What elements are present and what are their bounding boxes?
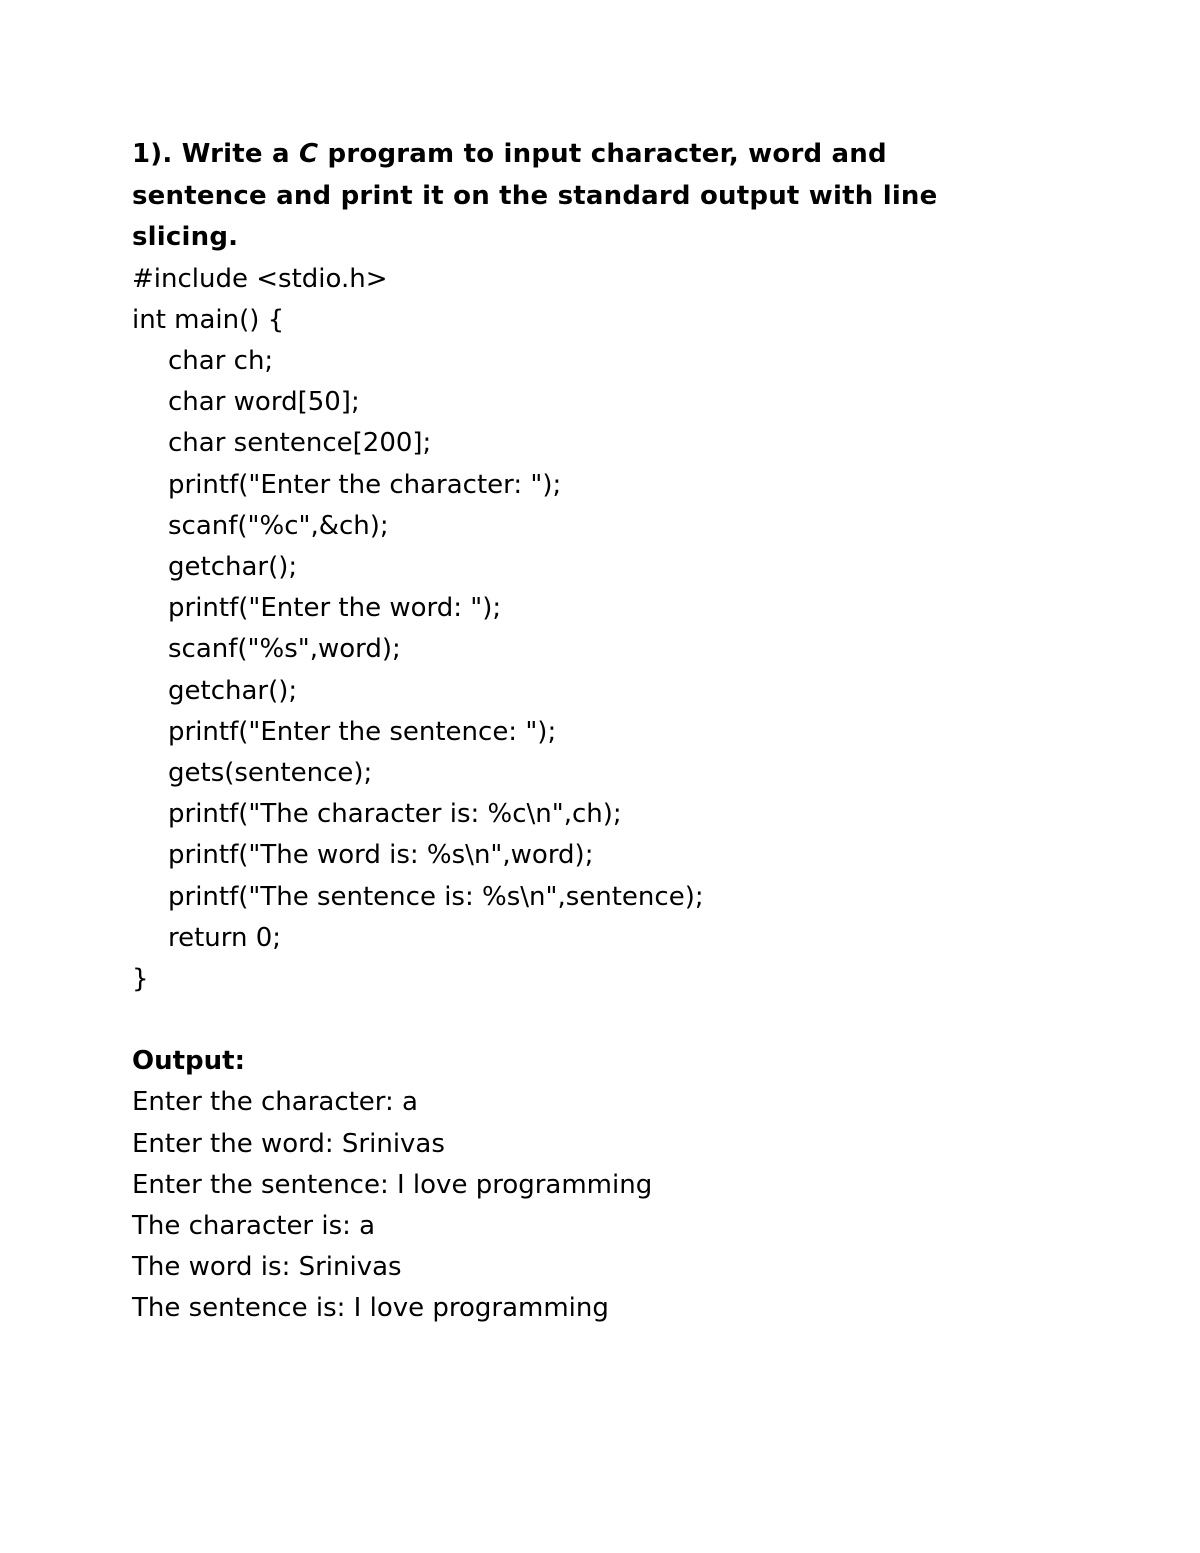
question-language: C [299,139,319,169]
output-line: The word is: Srinivas [132,1252,402,1283]
question-line2: sentence and print it on the standard output with line [132,180,938,211]
code-line: char ch; [168,345,274,376]
document-content [132,134,1032,1330]
code-line: printf("Enter the character: "); [168,469,562,500]
code-line: printf("The character is: %c\n",ch); [168,799,622,830]
output-line: The character is: a [132,1210,376,1241]
code-line: int main() { [132,304,285,335]
question-line1-rest: program to input character, word and [327,139,887,169]
code-block [132,259,1032,1001]
code-line: getchar(); [168,551,298,582]
question-text-start: Write a [181,139,290,169]
code-line: gets(sentence); [168,757,373,788]
code-line: } [132,963,149,994]
output-line: Enter the word: Srinivas [132,1128,445,1159]
output-block [132,1041,1032,1329]
code-line: return 0; [168,922,282,953]
output-line: The sentence is: I love programming [132,1293,609,1324]
code-line: scanf("%c",&ch); [168,510,389,541]
code-line: #include <stdio.h> [132,263,388,294]
output-heading: Output: [132,1046,245,1077]
question-number: 1). [132,139,173,169]
question-line3: slicing. [132,222,239,252]
code-line: getchar(); [168,675,298,706]
code-line: printf("Enter the word: "); [168,593,502,624]
code-line: printf("The word is: %s\n",word); [168,840,594,871]
output-line: Enter the sentence: I love programming [132,1169,653,1200]
code-line: char word[50]; [168,387,360,418]
code-line: printf("Enter the sentence: "); [168,716,557,747]
question-heading [132,134,1032,259]
code-line: char sentence[200]; [168,428,432,459]
section-spacer [132,1000,1032,1041]
code-line: scanf("%s",word); [168,634,401,665]
output-line: Enter the character: a [132,1087,418,1118]
code-line: printf("The sentence is: %s\n",sentence); [168,881,704,912]
